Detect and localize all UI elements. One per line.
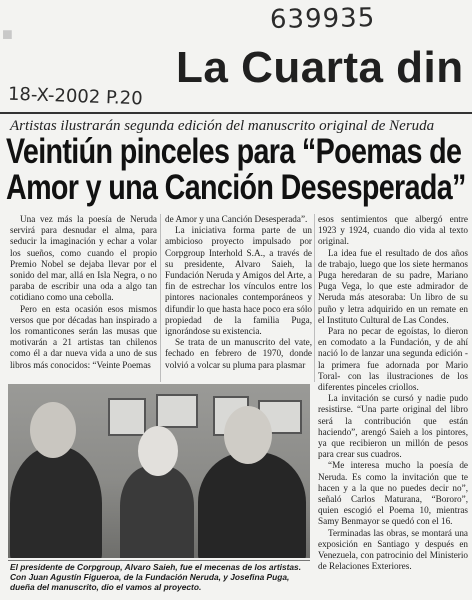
paragraph: Terminadas las obras, se montará una exposición en Santiago y después en Venezuela, con patrocinio del Ministerio de Relaciones Exteriores. — [318, 527, 468, 572]
paragraph: de Amor y una Canción Desesperada”. — [165, 214, 308, 224]
person-left — [10, 446, 102, 558]
news-photo — [8, 384, 310, 558]
column-divider — [160, 214, 161, 382]
person-right — [198, 452, 306, 558]
header-rule — [0, 112, 472, 114]
article-kicker: Artistas ilustrarán segunda edición del manuscrito original de Neruda — [10, 118, 435, 134]
wall-painting — [108, 398, 146, 436]
paragraph: La invitación se cursó y nadie pudo resistirse. “Una parte original del libro será la contribución que están haciendo”, arengó Saieh a los pintores, ya que recibieron un millón de pesos para crear sus cuadros. — [318, 393, 468, 460]
article-column-1 — [10, 214, 157, 382]
person-right-head — [224, 406, 272, 464]
article-column-3 — [318, 214, 468, 594]
paragraph: Una vez más la poesía de Neruda servirá para desnudar el alma, para seducir la imaginación y echar a volar los sueños, como cuando el propio Premio Nobel se dejaba llevar por el sonido del mar, allá en Isla Negra, o no paraba de escribir una oda a algo tan cotidiano como una cebolla. — [10, 214, 157, 303]
headline-line-1: Veintiún pinceles para “Poemas de — [6, 132, 462, 171]
paragraph: Se trata de un manuscrito del vate, fechado en febrero de 1970, donde volvió a volcar su pluma para plasmar — [165, 337, 312, 370]
newspaper-masthead: La Cuarta din — [176, 43, 464, 92]
paragraph: La idea fue el resultado de dos años de trabajo, luego que los siete hermanos Puga heredaran de su padre, Mariano Puga Vega, lo que este admirador de Neruda más atesoraba: Un libro de su puño y letra adquirido en un remate en el Instituto Cultural de Las Condes. — [318, 247, 468, 325]
person-center-head — [138, 426, 178, 476]
article-headline — [6, 132, 466, 207]
paragraph: La iniciativa forma parte de un ambicioso proyecto impulsado por Corpgroup Interhold S.A., a través de su presidente, Alvaro Saieh, la Fundación Neruda y Amigos del Arte, a fin de estrechar los vínculos entre los pintores nacionales contemporáneos y difundir lo que hasta hace poco era sólo propiedad de la familia Puga, ignorándose su existencia. — [165, 225, 312, 337]
paragraph: esos sentimientos que albergó entre 1923 y 1924, cuando dio vida al texto original. — [318, 214, 468, 247]
person-left-head — [30, 402, 76, 458]
caption-rule — [8, 560, 310, 561]
paragraph: “Me interesa mucho la poesía de Neruda. Es como la invitación que te hacen y a la que no puedes decir no”, señaló Carlos Maturana, “Bororo”, quien escogió el Poema 10, mientras Samy Benmayor se quedó con el 16. — [318, 460, 468, 527]
person-center — [120, 466, 194, 558]
handwritten-date: 18-X-2002 P.20 — [7, 83, 143, 110]
paragraph: Pero en esta ocasión esos mismos versos que por décadas han inspirado a los romanticones serán las musas que motivarán a 21 artistas tan chilenos como él a dar nueva vida a uno de sus libros más conocidos: “Veinte Poemas — [10, 303, 157, 370]
corner-mark: ■ — [2, 24, 13, 44]
headline-line-2: Amor y una Canción Desesperada” — [6, 168, 466, 207]
article-column-2 — [165, 214, 312, 382]
photo-caption: El presidente de Corpgroup, Alvaro Saieh, fue el mecenas de los artistas. Con Juan Agustín Figueroa, de la Fundación Neruda, y Josefina Puga, dueña del manuscrito, dio el vamos al proyecto. — [10, 562, 302, 592]
column-divider — [314, 214, 315, 382]
paragraph: Para no pecar de egoístas, lo dieron en comodato a la Fundación, y de ahí nació lo de lanzar una segunda edición -la primera fue adornada por Mario Toral- con las ilustraciones de los diferentes pinceles criollos. — [318, 326, 468, 393]
wall-painting — [156, 394, 198, 428]
handwritten-archive-number: 639935 — [269, 3, 376, 35]
